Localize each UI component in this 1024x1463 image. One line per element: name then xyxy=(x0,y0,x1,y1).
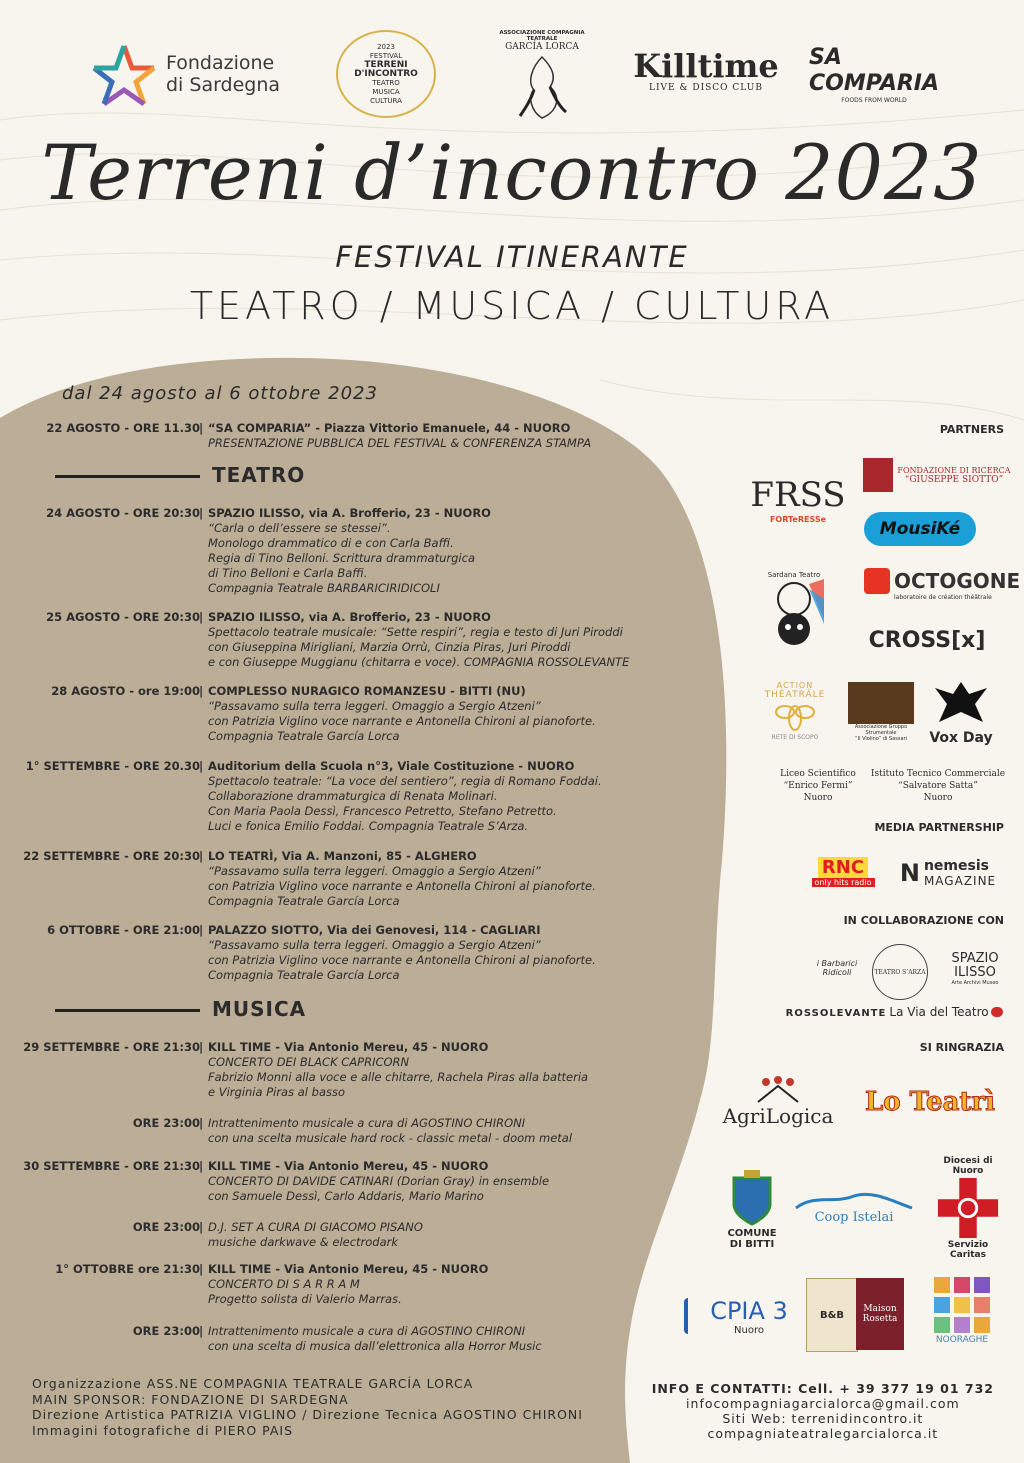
cpia-sub: Nuoro xyxy=(734,1324,764,1336)
fortresse-logo xyxy=(752,455,844,543)
subtitle: FESTIVAL ITINERANTE xyxy=(335,240,689,274)
event-desc: “Passavamo sulla terra leggeri. Omaggio a Sergio Atzeni” con Patrizia Viglino voce narrante e Antonella Chironi al pianoforte. Compagnia Teatrale García Lorca xyxy=(208,938,596,982)
spazio-ilisso-logo xyxy=(944,944,1006,994)
badge-line6: CULTURA xyxy=(370,96,402,105)
teatro-rule xyxy=(55,475,200,478)
credit-foto: Immagini fotografiche di PIERO PAIS xyxy=(32,1422,294,1438)
event-separator: | xyxy=(199,421,204,435)
contact-phone: INFO E CONTATTI: Cell. + 39 377 19 01 732 xyxy=(651,1381,994,1396)
nemesis-n-icon: N xyxy=(899,859,920,887)
badge-line3: D'INCONTRO xyxy=(354,68,418,79)
event-separator: | xyxy=(199,923,204,937)
violino-logo xyxy=(846,676,916,748)
subtitle-categories: TEATRO / MUSICA / CULTURA xyxy=(189,284,835,328)
footer-contacts xyxy=(652,1381,994,1441)
event-separator: | xyxy=(199,1159,204,1173)
cpia-logo xyxy=(684,1286,788,1346)
badge-year: 2023 xyxy=(377,42,395,51)
event-where: KILL TIME - Via Antonio Mereu, 45 - NUORO xyxy=(208,1159,489,1173)
theatre-masks-icon xyxy=(764,579,824,649)
cpia-name: CPIA 3 xyxy=(710,1296,788,1325)
liceo-line3: Nuoro xyxy=(803,793,833,803)
spazio-sub: Arte Archivi Museo xyxy=(951,980,999,986)
cpia-book-icon xyxy=(684,1298,706,1334)
lo-teatri-logo xyxy=(860,1072,1000,1132)
badge-line1: FESTIVAL xyxy=(369,51,403,60)
violin-photo xyxy=(848,682,914,724)
octogone-name: OCTOGONE xyxy=(894,568,1021,593)
fondazione-star-icon xyxy=(92,42,156,106)
section-title-teatro: TEATRO xyxy=(212,463,306,487)
event-where: PALAZZO SIOTTO, Via dei Genovesi, 114 - CAGLIARI xyxy=(208,923,541,937)
event-where: “SA COMPARIA” - Piazza Vittorio Emanuele, 44 - NUORO xyxy=(208,421,571,435)
mask-icon xyxy=(991,1007,1003,1017)
thanks-heading: SI RINGRAZIA xyxy=(919,1041,1004,1054)
event-separator: | xyxy=(199,1116,204,1130)
bnb-name: B&B xyxy=(820,1309,844,1321)
sacomparia-logo xyxy=(808,44,940,104)
musica-rule xyxy=(55,1009,200,1012)
via-del-teatro-logo xyxy=(888,1002,1004,1022)
event-where: SPAZIO ILISSO, via A. Brofferio, 23 - NUORO xyxy=(208,610,491,624)
barbarici-name: i Barbarici Ridicoli xyxy=(816,959,858,977)
credit-organizzazione: Organizzazione ASS.NE COMPAGNIA TEATRALE GARCÍA LORCA xyxy=(32,1376,474,1391)
contact-site[interactable]: Siti Web: terrenidincontro.it xyxy=(722,1411,924,1426)
voxday-name: Vox Day xyxy=(929,730,993,746)
lo-teatri-name: Lo Teatrì xyxy=(864,1087,995,1117)
spazio-line1: SPAZIO xyxy=(951,951,999,966)
octogone-icon xyxy=(864,568,890,594)
event-separator: | xyxy=(199,1220,204,1234)
comune-line2: DI BITTI xyxy=(729,1239,775,1250)
bird-icon xyxy=(933,678,989,730)
sardana-name: Sardana Teatro xyxy=(767,571,821,579)
event-separator: | xyxy=(199,1324,204,1338)
fondazione-sardegna-logo xyxy=(92,40,292,108)
collab-heading: IN COLLABORAZIONE CON xyxy=(843,914,1004,927)
section-title-musica: MUSICA xyxy=(212,997,307,1021)
event-separator: | xyxy=(199,759,204,773)
event-desc: PRESENTAZIONE PUBBLICA DEL FESTIVAL & CONFERENZA STAMPA xyxy=(208,436,592,450)
event-desc: “Carla o dell’essere se stessei”. Monologo drammatico di e con Carla Baffi. Regia di Tino Belloni. Scrittura drammaturgica di Tino Belloni e Carla Baffi. Compagnia Teatrale BARBARICIRIDICOLI xyxy=(208,521,475,595)
bnb-logo xyxy=(806,1278,858,1352)
barbarici-logo xyxy=(806,946,868,990)
mousike-name: MousiKé xyxy=(879,519,961,539)
comune-bitti-logo xyxy=(720,1162,784,1256)
violino-line2: Strumentale xyxy=(865,730,897,736)
event-where: COMPLESSO NURAGICO ROMANZESU - BITTI (NU) xyxy=(208,684,526,698)
event-desc: “Passavamo sulla terra leggeri. Omaggio a Sergio Atzeni” con Patrizia Viglino voce narrante e Antonella Chironi al pianoforte. Compagnia Teatrale García Lorca xyxy=(208,699,596,743)
teatrosarza-name: TEATRO S’ARZA xyxy=(874,968,926,976)
event-desc: Intrattenimento musicale a cura di AGOSTINO CHIRONI con una scelta di musica dall’elettronica alla Horror Music xyxy=(208,1324,542,1353)
event-when: 29 SETTEMBRE - ORE 21:30 xyxy=(23,1040,200,1054)
event-when: 30 SETTEMBRE - ORE 21:30 xyxy=(23,1159,200,1173)
comune-line1: COMUNE xyxy=(727,1228,777,1239)
teatrosarza-logo xyxy=(872,944,928,1000)
nemesis-logo xyxy=(892,856,1004,890)
siotto-line1: FONDAZIONE DI RICERCA xyxy=(897,465,1011,475)
event-where: SPAZIO ILISSO, via A. Brofferio, 23 - NUORO xyxy=(208,506,491,520)
rnc-sub: only hits radio xyxy=(812,878,875,887)
credit-sponsor: MAIN SPONSOR: FONDAZIONE DI SARDEGNA xyxy=(32,1391,349,1407)
siotto-logo xyxy=(862,452,1012,498)
caritas-name: Servizio Caritas xyxy=(947,1240,989,1260)
event-desc: “Passavamo sulla terra leggeri. Omaggio a Sergio Atzeni” con Patrizia Viglino voce narrante e Antonella Chironi al pianoforte. Compagnia Teatrale García Lorca xyxy=(208,864,596,908)
event-desc: CONCERTO DEI BLACK CAPRICORN Fabrizio Monni alla voce e alle chitarre, Rachela Piras alla batteria e Virginia Piras al basso xyxy=(208,1055,589,1099)
killtime-logo xyxy=(633,42,779,100)
event-where: LO TEATRÌ, Via A. Manzoni, 85 - ALGHERO xyxy=(208,849,477,863)
coop-istelai-logo xyxy=(790,1184,918,1230)
coat-of-arms-icon xyxy=(730,1168,774,1228)
action-sub: RETE DI SCOPO xyxy=(771,734,819,741)
bee-icon xyxy=(775,700,815,734)
rossolevante-logo xyxy=(786,1004,886,1022)
violino-line3: “Il Violino” di Sassari xyxy=(855,736,907,742)
rnc-logo xyxy=(808,852,878,892)
event-desc: CONCERTO DI S A R R A M Progetto solista di Valerio Marras. xyxy=(208,1277,402,1306)
nooraghe-logo xyxy=(924,1270,1000,1350)
maison-rosetta-logo xyxy=(856,1278,904,1350)
cross-name: CROSS[x] xyxy=(868,627,986,653)
liceo-logo xyxy=(764,764,872,808)
liceo-line2: “Enrico Fermi” xyxy=(783,781,853,791)
event-when: ORE 23:00 xyxy=(132,1220,200,1234)
event-separator: | xyxy=(199,610,204,624)
action-line1: ACTION xyxy=(776,681,814,690)
maison-line1: Maison xyxy=(863,1304,897,1314)
octogone-sub: laboratoire de création théâtrale xyxy=(894,593,992,601)
sacomparia-sub: FOODS FROM WORLD xyxy=(841,96,907,104)
nemesis-name: nemesis xyxy=(923,858,989,874)
event-when: ORE 23:00 xyxy=(132,1324,200,1338)
agrilogica-name: AgriLogica xyxy=(722,1104,834,1128)
garcia-lorca-logo xyxy=(494,30,590,126)
coop-name: Coop Istelai xyxy=(814,1209,894,1225)
octogone-logo xyxy=(864,566,1021,602)
event-when: 6 OTTOBRE - ORE 21:00 xyxy=(47,923,200,937)
via-del-teatro-name: La Via del Teatro xyxy=(889,1005,989,1019)
badge-line5: MUSICA xyxy=(372,87,400,96)
istituto-line3: Nuoro xyxy=(923,793,953,803)
nooraghe-name: NOORAGHE xyxy=(935,1335,989,1345)
footer-credits xyxy=(32,1376,583,1438)
voxday-logo xyxy=(926,674,996,750)
killtime-name: Killtime xyxy=(633,47,779,85)
istituto-line1: Istituto Tecnico Commerciale xyxy=(870,769,1006,779)
nemesis-sub: MAGAZINE xyxy=(923,874,997,888)
nooraghe-icon xyxy=(932,1275,992,1335)
fortresse-mark: FRSS xyxy=(750,474,846,515)
cross-logo xyxy=(868,624,986,656)
partners-heading: PARTNERS xyxy=(939,423,1004,436)
event-desc: Intrattenimento musicale a cura di AGOSTINO CHIRONI con una scelta musicale hard rock - classic metal - doom metal xyxy=(208,1116,573,1145)
event-desc: Spettacolo teatrale: “La voce del sentiero”, regia di Romano Foddai. Collaborazione drammaturgica di Renata Molinari. Con Maria Paola Dessì, Francesco Petretto, Stefano Petretto. Luci e fonica Emilio Foddai. Compagnia Teatrale S’Arza. xyxy=(208,774,602,833)
event-desc: CONCERTO DI DAVIDE CATINARI (Dorian Gray) in ensemble con Samuele Dessì, Carlo Addaris, Mario Marino xyxy=(208,1174,550,1203)
event-where: KILL TIME - Via Antonio Mereu, 45 - NUORO xyxy=(208,1262,489,1276)
badge-line2: TERRENI xyxy=(364,59,408,70)
festival-badge-logo xyxy=(336,30,436,118)
event-when: 28 AGOSTO - ore 19:00 xyxy=(51,684,200,698)
istituto-logo xyxy=(866,764,1010,808)
credit-direzione: Direzione Artistica PATRIZIA VIGLINO / Direzione Tecnica AGOSTINO CHIRONI xyxy=(32,1407,583,1422)
event-when: 22 SETTEMBRE - ORE 20:30 xyxy=(23,849,200,863)
agrilogica-icon xyxy=(748,1076,808,1104)
contact-email[interactable]: infocompagniagarcialorca@gmail.com xyxy=(686,1396,960,1411)
garcia-lorca-line2: GARCÍA LORCA xyxy=(505,42,579,52)
event-when: ORE 23:00 xyxy=(132,1116,200,1130)
fortresse-sub: FORTeRESSe xyxy=(769,514,827,524)
contact-site-2[interactable]: compagniateatralegarcialorca.it xyxy=(707,1426,939,1441)
event-when: 22 AGOSTO - ORE 11.30 xyxy=(46,421,200,435)
event-where: KILL TIME - Via Antonio Mereu, 45 - NUORO xyxy=(208,1040,489,1054)
mousike-logo xyxy=(864,512,976,546)
festival-dates: dal 24 agosto al 6 ottobre 2023 xyxy=(62,383,378,404)
action-theatrale-logo xyxy=(756,672,834,750)
sardana-logo xyxy=(760,560,828,660)
media-heading: MEDIA PARTNERSHIP xyxy=(874,821,1004,834)
dancer-icon xyxy=(512,52,572,122)
event-desc: D.J. SET A CURA DI GIACOMO PISANO musiche darkwave & electrodark xyxy=(208,1220,423,1249)
event-separator: | xyxy=(199,849,204,863)
event-separator: | xyxy=(199,1040,204,1054)
caritas-logo xyxy=(930,1156,1006,1260)
event-separator: | xyxy=(199,506,204,520)
action-line2: THÉATRÂLE xyxy=(764,690,826,700)
maison-line2: Rosetta xyxy=(862,1314,898,1324)
mountain-icon xyxy=(794,1190,914,1210)
siotto-emblem-icon xyxy=(863,458,893,492)
spazio-line2: ILISSO xyxy=(954,965,996,980)
event-separator: | xyxy=(199,684,204,698)
caritas-cross-icon xyxy=(935,1176,1001,1240)
diocesi-name: Diocesi di Nuoro xyxy=(943,1156,993,1176)
fondazione-name: Fondazione di Sardegna xyxy=(166,52,281,96)
badge-line4: TEATRO xyxy=(372,78,400,87)
istituto-line2: “Salvatore Satta” xyxy=(898,781,978,791)
agrilogica-logo xyxy=(706,1074,850,1130)
liceo-line1: Liceo Scientifico xyxy=(780,769,856,779)
siotto-line2: “GIUSEPPE SIOTTO” xyxy=(904,474,1004,485)
sacomparia-name: SA COMPARIA xyxy=(808,44,940,96)
rossolevante-name: ROSSOLEVANTE xyxy=(785,1007,887,1019)
event-when: 24 AGOSTO - ORE 20:30 xyxy=(46,506,200,520)
event-when: 25 AGOSTO - ORE 20:30 xyxy=(46,610,200,624)
event-when: 1° SETTEMBRE - ORE 20.30 xyxy=(25,759,200,773)
garcia-lorca-line1: ASSOCIAZIONE COMPAGNIA TEATRALE xyxy=(499,30,585,42)
page-title: Terreni d’incontro 2023 xyxy=(41,128,983,217)
rnc-name: RNC xyxy=(818,857,868,878)
event-where: Auditorium della Scuola n°3, Viale Costituzione - NUORO xyxy=(208,759,575,773)
violino-line1: Associazione Gruppo xyxy=(854,724,908,730)
event-desc: Spettacolo teatrale musicale: “Sette respiri”, regia e testo di Juri Piroddi con Giuseppina Mirigliani, Marzia Orrù, Cinzia Piras, Juri Piroddi e con Giuseppe Muggianu (chitarra e voce). COMPAGNIA ROSSOLEVANTE xyxy=(208,625,630,669)
event-separator: | xyxy=(199,1262,204,1276)
killtime-sub: LIVE & DISCO CLUB xyxy=(649,83,763,93)
event-when: 1° OTTOBRE ore 21:30 xyxy=(55,1262,200,1276)
